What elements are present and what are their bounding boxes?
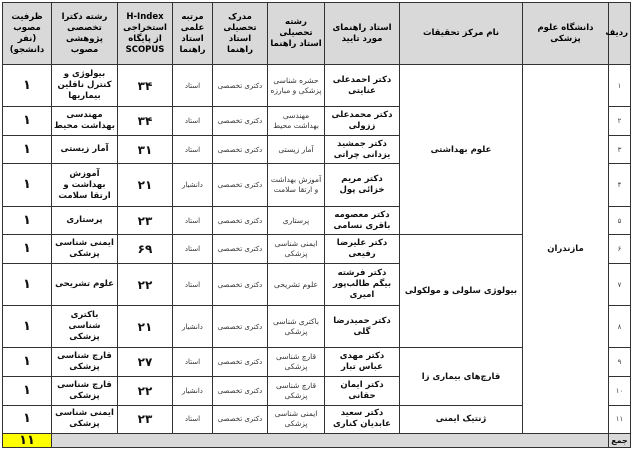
hindex-cell: ۳۱ <box>118 135 173 164</box>
research-center-cell: ژنتیک ایمنی <box>400 405 523 434</box>
university-cell: مازندران <box>523 65 609 434</box>
header-hindex: H-Index استخراجی از پایگاه SCOPUS <box>118 3 173 65</box>
advisor-rank-cell: استاد <box>173 107 213 136</box>
header-advisor-rank: مرتبه علمی استاد راهنما <box>173 3 213 65</box>
advisor-rank-cell: استاد <box>173 235 213 264</box>
research-center-cell: قارچ‌های بیماری زا <box>400 348 523 405</box>
advisor-degree-cell: دکتری تخصصی <box>213 263 268 305</box>
advisor-cell: دکتر جمشید یزدانی چراتی <box>325 135 400 164</box>
specialty-cell: آمار زیستی <box>52 135 118 164</box>
advisor-cell: دکتر ایمان حقانی <box>325 377 400 406</box>
row-number: ۷ <box>609 263 631 305</box>
hindex-cell: ۲۲ <box>118 263 173 305</box>
total-spacer <box>52 434 609 448</box>
advisor-cell: دکتر مهدی عباس تبار <box>325 348 400 377</box>
hindex-cell: ۲۷ <box>118 348 173 377</box>
header-capacity: ظرفیت مصوب (نفر دانشجو) <box>3 3 52 65</box>
capacity-cell: ۱ <box>3 405 52 434</box>
capacity-cell: ۱ <box>3 65 52 107</box>
row-number: ۱ <box>609 65 631 107</box>
capacity-cell: ۱ <box>3 348 52 377</box>
row-number: ۱۱ <box>609 405 631 434</box>
advisor-field-cell: علوم تشریحی <box>268 263 325 305</box>
advisor-rank-cell: استاد <box>173 405 213 434</box>
hindex-cell: ۳۴ <box>118 107 173 136</box>
table-row <box>3 65 631 107</box>
row-number: ۶ <box>609 235 631 264</box>
specialty-cell: بیولوژی و کنترل ناقلین بیماریها <box>52 65 118 107</box>
hindex-cell: ۲۱ <box>118 164 173 206</box>
hindex-cell: ۳۴ <box>118 65 173 107</box>
advisor-field-cell: قارچ شناسی پزشکی <box>268 377 325 406</box>
capacity-cell: ۱ <box>3 377 52 406</box>
advisor-degree-cell: دکتری تخصصی <box>213 206 268 235</box>
row-number: ۴ <box>609 164 631 206</box>
specialty-cell: باکتری شناسی پزشکی <box>52 306 118 348</box>
advisor-degree-cell: دکتری تخصصی <box>213 348 268 377</box>
header-university: دانشگاه علوم پزشکی <box>523 3 609 65</box>
advisor-rank-cell: استاد <box>173 206 213 235</box>
advisor-degree-cell: دکتری تخصصی <box>213 65 268 107</box>
specialty-cell: قارچ شناسی پزشکی <box>52 377 118 406</box>
specialty-cell: ایمنی شناسی پزشکی <box>52 235 118 264</box>
header-advisor: استاد راهنمای مورد تایید <box>325 3 400 65</box>
header-advisor-degree: مدرک تحصیلی استاد راهنما <box>213 3 268 65</box>
row-number: ۸ <box>609 306 631 348</box>
advisor-degree-cell: دکتری تخصصی <box>213 306 268 348</box>
row-number: ۵ <box>609 206 631 235</box>
advisor-rank-cell: استاد <box>173 348 213 377</box>
advisor-degree-cell: دکتری تخصصی <box>213 377 268 406</box>
specialty-cell: مهندسی بهداشت محیط <box>52 107 118 136</box>
advisor-field-cell: باکتری شناسی پزشکی <box>268 306 325 348</box>
advisor-field-cell: آمار زیستی <box>268 135 325 164</box>
advisor-rank-cell: استاد <box>173 65 213 107</box>
advisor-field-cell: پرستاری <box>268 206 325 235</box>
specialty-cell: آموزش بهداشت و ارتقا سلامت <box>52 164 118 206</box>
hindex-cell: ۲۱ <box>118 306 173 348</box>
advisor-rank-cell: استاد <box>173 263 213 305</box>
row-number: ۱۰ <box>609 377 631 406</box>
advisor-field-cell: ایمنی شناسی پزشکی <box>268 405 325 434</box>
advisor-cell: دکتر محمدعلی ززولی <box>325 107 400 136</box>
advisor-cell: دکتر معصومه باقری نسامی <box>325 206 400 235</box>
specialty-cell: علوم تشریحی <box>52 263 118 305</box>
advisor-rank-cell: دانشیار <box>173 306 213 348</box>
capacity-cell: ۱ <box>3 263 52 305</box>
specialty-cell: قارچ شناسی پزشکی <box>52 348 118 377</box>
hindex-cell: ۲۳ <box>118 405 173 434</box>
row-number: ۳ <box>609 135 631 164</box>
research-center-cell: بیولوژی سلولی و مولکولی <box>400 235 523 348</box>
advisor-field-cell: قارچ شناسی پزشکی <box>268 348 325 377</box>
row-number: ۹ <box>609 348 631 377</box>
hindex-cell: ۶۹ <box>118 235 173 264</box>
advisor-degree-cell: دکتری تخصصی <box>213 405 268 434</box>
advisor-cell: دکتر حمیدرضا گلی <box>325 306 400 348</box>
total-label: جمع <box>609 434 631 448</box>
capacity-cell: ۱ <box>3 306 52 348</box>
advisor-degree-cell: دکتری تخصصی <box>213 235 268 264</box>
advisor-degree-cell: دکتری تخصصی <box>213 107 268 136</box>
advisor-cell: دکتر علیرضا رفیعی <box>325 235 400 264</box>
header-advisor-field: رشته تحصیلی استاد راهنما <box>268 3 325 65</box>
advisor-rank-cell: دانشیار <box>173 377 213 406</box>
header-specialty: رشته دکترا تخصصی پژوهشی مصوب <box>52 3 118 65</box>
advisor-rank-cell: دانشیار <box>173 164 213 206</box>
research-center-cell: علوم بهداشتی <box>400 65 523 235</box>
advisor-cell: دکتر سعید عابدیان کناری <box>325 405 400 434</box>
specialty-cell: پرستاری <box>52 206 118 235</box>
advisor-degree-cell: دکتری تخصصی <box>213 164 268 206</box>
advisor-cell: دکتر فرشته بیگم طالب‌پور امیری <box>325 263 400 305</box>
advisor-field-cell: حشره شناسی پزشکی و مبارزه <box>268 65 325 107</box>
advisor-field-cell: ایمنی شناسی پزشکی <box>268 235 325 264</box>
hindex-cell: ۲۳ <box>118 206 173 235</box>
hindex-cell: ۲۲ <box>118 377 173 406</box>
capacity-cell: ۱ <box>3 235 52 264</box>
total-value: ۱۱ <box>3 434 52 448</box>
capacity-table <box>2 2 631 448</box>
advisor-cell: دکتر احمدعلی عنایتی <box>325 65 400 107</box>
specialty-cell: ایمنی شناسی پزشکی <box>52 405 118 434</box>
advisor-rank-cell: استاد <box>173 135 213 164</box>
row-number: ۲ <box>609 107 631 136</box>
capacity-cell: ۱ <box>3 135 52 164</box>
header-row <box>3 3 631 65</box>
advisor-field-cell: مهندسی بهداشت محیط <box>268 107 325 136</box>
capacity-cell: ۱ <box>3 206 52 235</box>
advisor-degree-cell: دکتری تخصصی <box>213 135 268 164</box>
capacity-cell: ۱ <box>3 164 52 206</box>
header-research-center: نام مرکز تحقیقات <box>400 3 523 65</box>
advisor-field-cell: آموزش بهداشت و ارتقا سلامت <box>268 164 325 206</box>
capacity-cell: ۱ <box>3 107 52 136</box>
advisor-cell: دکتر مریم خزائی پول <box>325 164 400 206</box>
total-row <box>3 434 631 448</box>
header-row-number: ردیف <box>609 3 631 65</box>
